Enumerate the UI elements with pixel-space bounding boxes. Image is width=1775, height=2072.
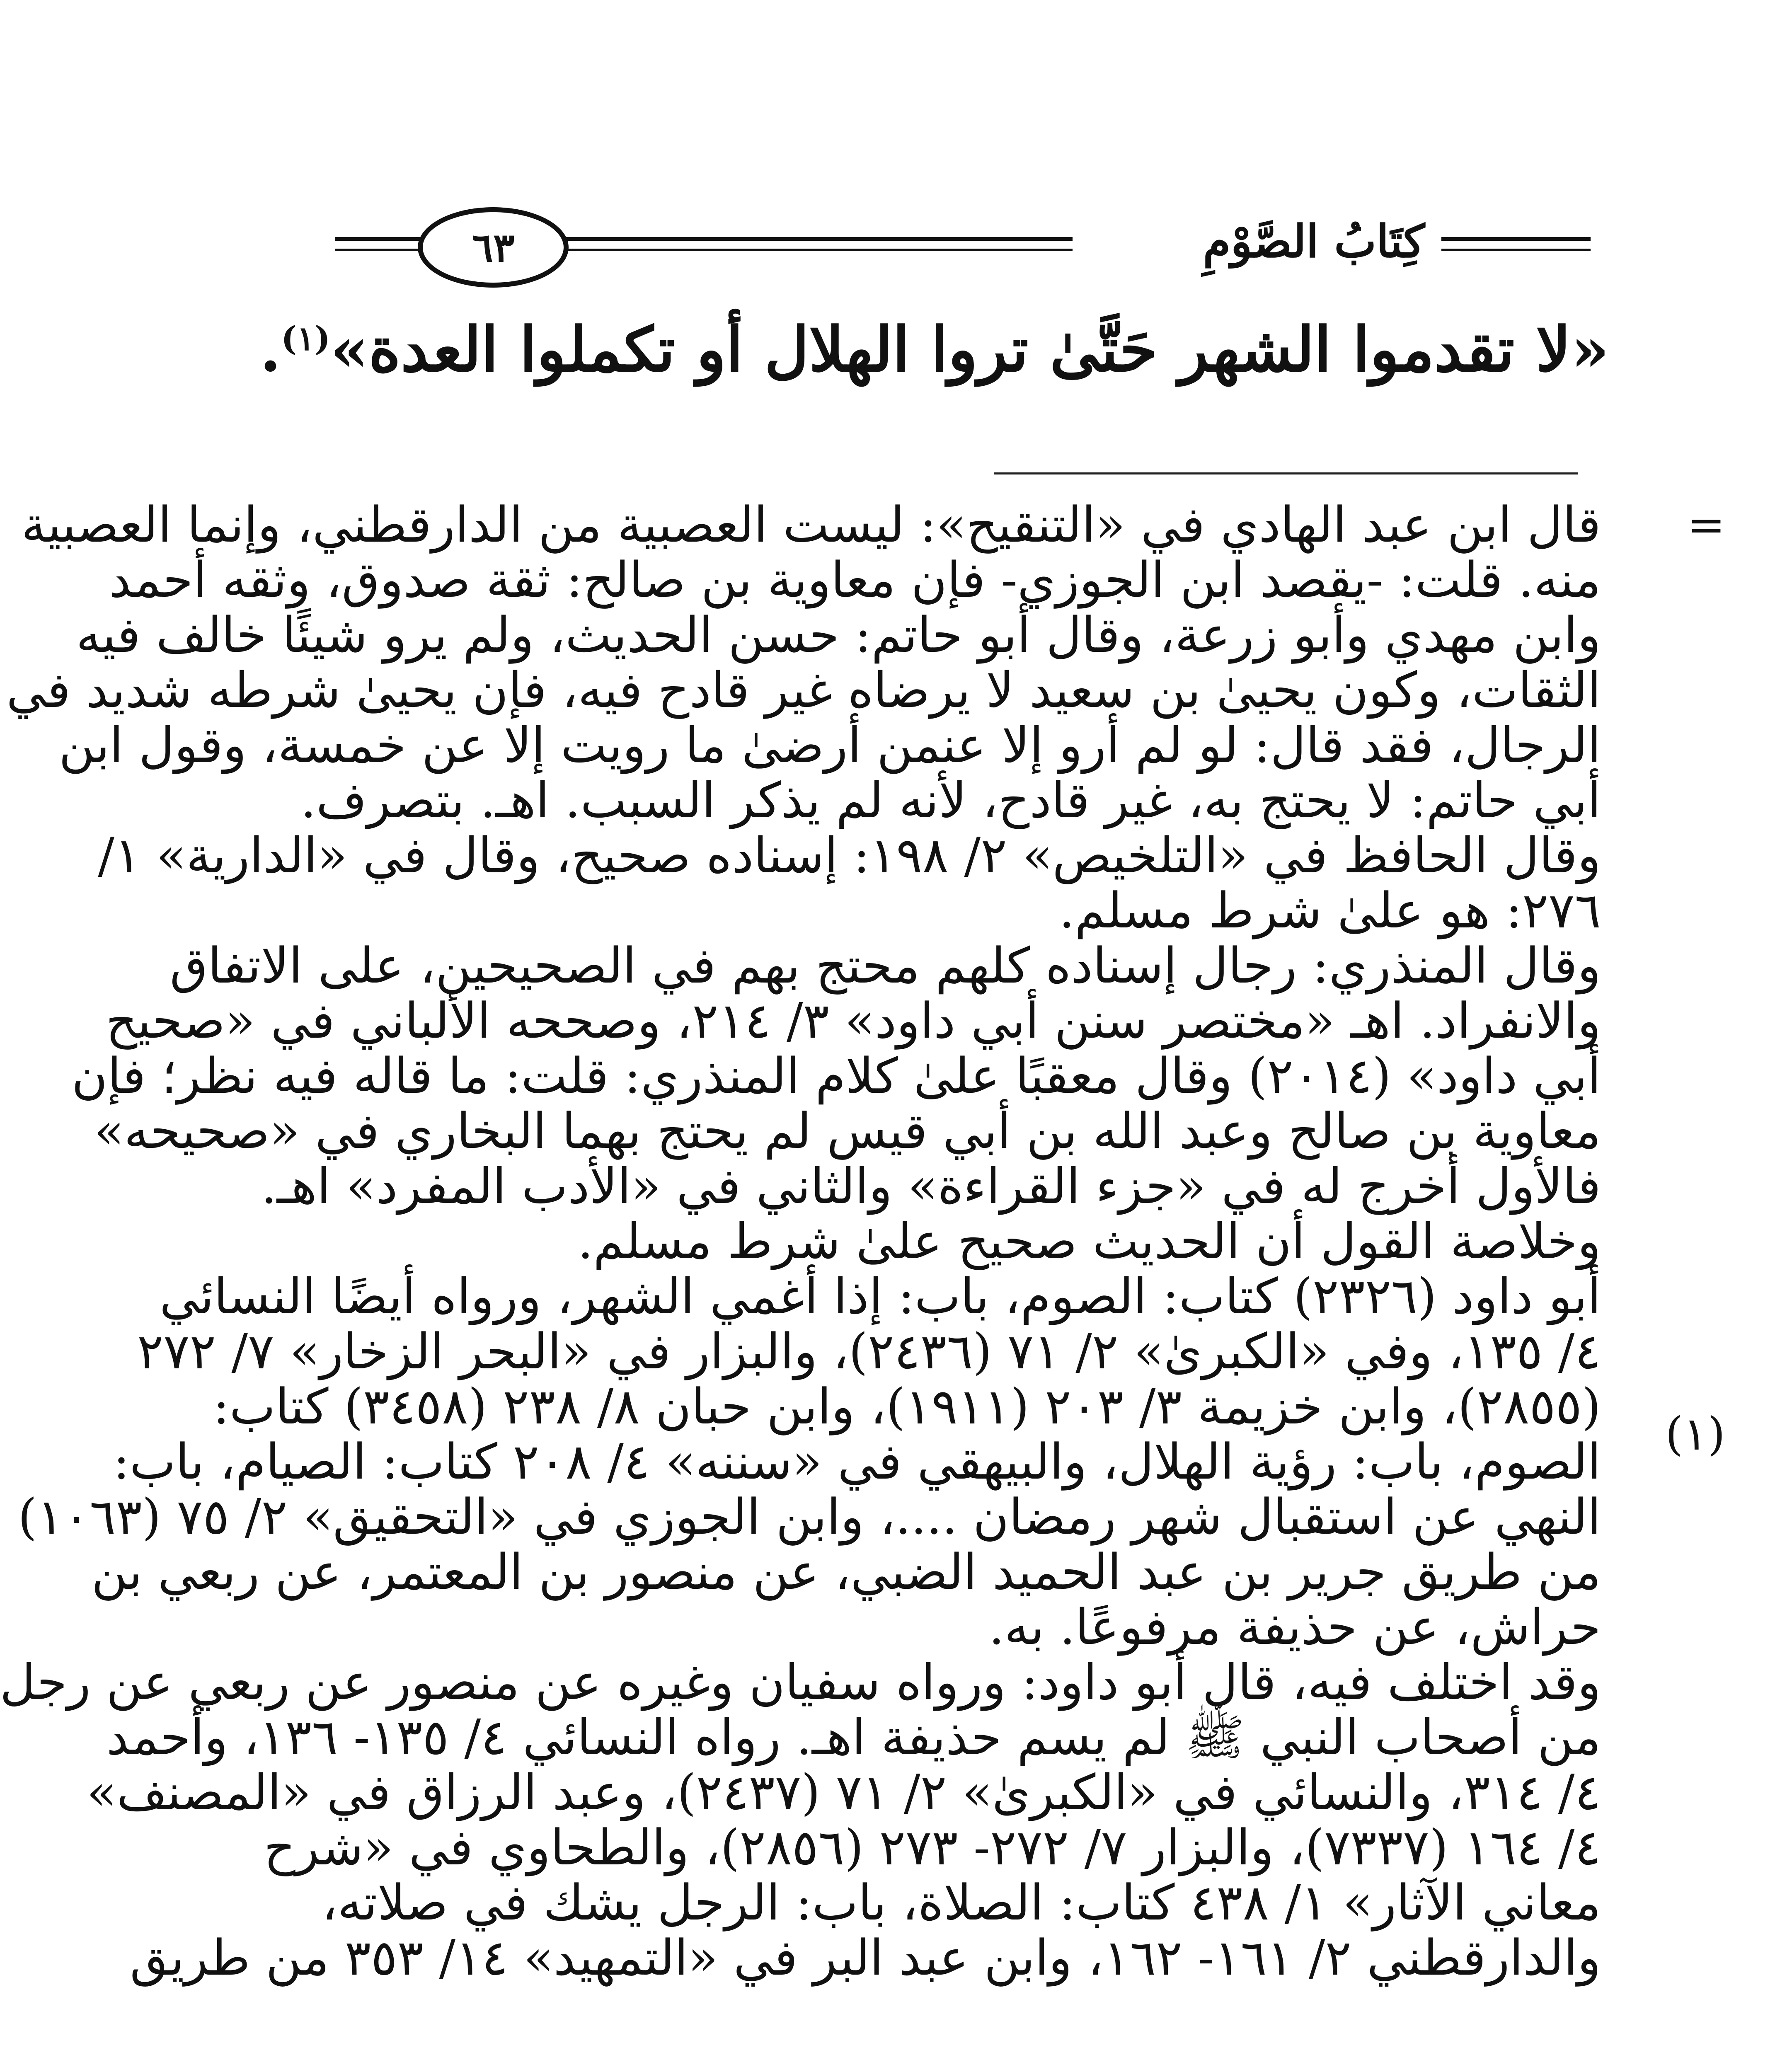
footnote-1 xyxy=(0,1268,1601,1986)
hadith-text xyxy=(259,307,1609,392)
note-line: من طريق جرير بن عبد الحميد الضبي، عن منصور بن المعتمر، عن ربعي بن xyxy=(91,1543,1601,1600)
note-line: قال ابن عبد الهادي في «التنقيح»: ليست العصبية من الدارقطني، وإنما العصبية xyxy=(21,496,1601,553)
note-line: (٢٨٥٥)، وابن خزيمة ٣/ ٢٠٣ (١٩١١)، وابن حبان ٨/ ٢٣٨ (٣٤٥٨) كتاب: xyxy=(213,1378,1601,1435)
note-line: الثقات، وكون يحيىٰ بن سعيد لا يرضاه غير قادح فيه، فإن يحيىٰ شرطه شديد في xyxy=(6,661,1601,719)
note-line: والانفراد. اهـ «مختصر سنن أبي داود» ٣/ ٢١٤، وصححه الألباني في «صحيح xyxy=(106,992,1601,1049)
note-line: منه. قلت: -يقصد ابن الجوزي- فإن معاوية بن صالح: ثقة صدوق، وثقه أحمد xyxy=(109,551,1601,608)
note-line: أبو داود (٢٣٢٦) كتاب: الصوم، باب: إذا أغمي الشهر، ورواه أيضًا النسائي xyxy=(159,1268,1601,1325)
note-line: أبي حاتم: لا يحتج به، غير قادح، لأنه لم يذكر السبب. اهـ. بتصرف. xyxy=(300,772,1601,829)
book-title: كِتَابُ الصَّوْمِ xyxy=(1191,215,1437,268)
note-line: من أصحاب النبي ﷺ لم يسم حذيفة اهـ. رواه النسائي ٤/ ١٣٥- ١٣٦، وأحمد xyxy=(106,1709,1601,1766)
note-line: الرجال، فقد قال: لو لم أرو إلا عنمن أرضىٰ ما رويت إلا عن خمسة، وقول ابن xyxy=(58,716,1601,774)
note-line: ٤/ ١٣٥، وفي «الكبرىٰ» ٢/ ٧١ (٢٤٣٦)، والبزار في «البحر الزخار» ٧/ ٢٧٢ xyxy=(137,1323,1601,1380)
note-line: أبي داود» (٢٠١٤) وقال معقبًا علىٰ كلام المنذري: قلت: ما قاله فيه نظر؛ فإن xyxy=(71,1047,1601,1104)
note-line: وقد اختلف فيه، قال أبو داود: ورواه سفيان وغيره عن منصور عن ربعي عن رجل xyxy=(0,1653,1601,1711)
note-line: فالأول أخرج له في «جزء القراءة» والثاني في «الأدب المفرد» اهـ. xyxy=(261,1157,1601,1215)
note-line: معاني الآثار» ١/ ٤٣٨ كتاب: الصلاة، باب: الرجل يشك في صلاته، xyxy=(322,1874,1601,1931)
footnote-marker: (١) xyxy=(1665,1407,1725,1460)
hadith-quote: «لا تقدموا الشهر حَتَّىٰ تروا الهلال أو تكملوا العدة» xyxy=(330,313,1609,385)
hadith-end: . xyxy=(259,313,281,385)
footnote-separator xyxy=(994,472,1578,474)
note-line: ٢٧٦: هو علىٰ شرط مسلم. xyxy=(1059,882,1601,939)
note-line: معاوية بن صالح وعبد الله بن أبي قيس لم يحتج بهما البخاري في «صحيحه» xyxy=(94,1102,1601,1159)
note-line: وابن مهدي وأبو زرعة، وقال أبو حاتم: حسن الحديث، ولم يرو شيئًا خالف فيه xyxy=(76,606,1601,663)
footnote-ref: (١) xyxy=(281,319,330,358)
note-line: ٤/ ٣١٤، والنسائي في «الكبرىٰ» ٢/ ٧١ (٢٤٣٧)، وعبد الرزاق في «المصنف» xyxy=(87,1764,1601,1821)
note-line: وقال الحافظ في «التلخيص» ٢/ ١٩٨: إسناده صحيح، وقال في «الدارية» ١/ xyxy=(98,827,1601,884)
header-dash xyxy=(1491,237,1591,241)
footnotes xyxy=(0,496,1601,1986)
header-dash xyxy=(1491,249,1591,251)
continued-note xyxy=(6,496,1601,1270)
note-line: النهي عن استقبال شهر رمضان ....، وابن الجوزي في «التحقيق» ٢/ ٧٥ (١٠٦٣) xyxy=(18,1488,1601,1545)
note-line: حراش، عن حذيفة مرفوعًا. به. xyxy=(988,1598,1601,1656)
page-header xyxy=(335,207,1591,290)
note-line: والدارقطني ٢/ ١٦١- ١٦٢، وابن عبد البر في «التمهيد» ١٤/ ٣٥٣ من طريق xyxy=(130,1929,1601,1986)
note-line: الصوم، باب: رؤية الهلال، والبيهقي في «سننه» ٤/ ٢٠٨ كتاب: الصيام، باب: xyxy=(113,1433,1601,1490)
note-line: وقال المنذري: رجال إسناده كلهم محتج بهم في الصحيحين، على الاتفاق xyxy=(170,937,1601,994)
page-number: ٦٣ xyxy=(418,207,569,288)
continuation-marker: = xyxy=(1687,498,1725,551)
note-line: ٤/ ١٦٤ (٧٣٣٧)، والبزار ٧/ ٢٧٢- ٢٧٣ (٢٨٥٦)، والطحاوي في «شرح xyxy=(264,1819,1601,1876)
note-line: وخلاصة القول أن الحديث صحيح علىٰ شرط مسلم. xyxy=(577,1213,1601,1270)
